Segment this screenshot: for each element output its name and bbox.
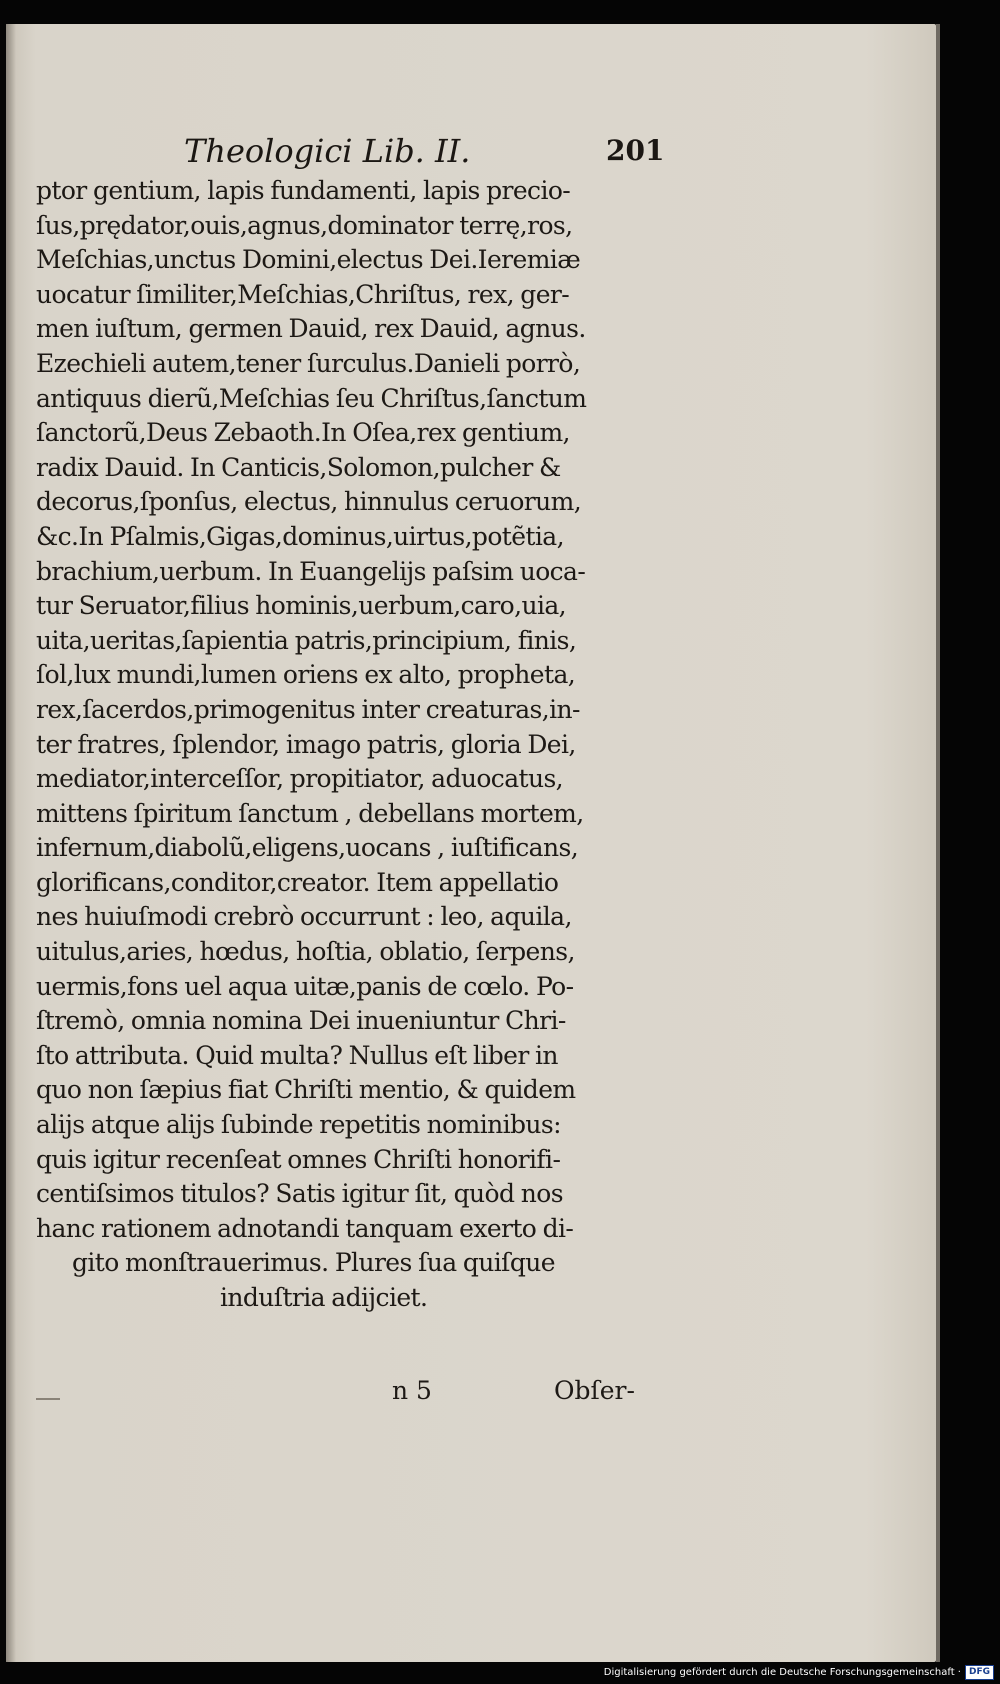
- text-line: tur Seruator,filius hominis,uerbum,caro,uia,: [36, 591, 567, 621]
- text-line: glorificans,conditor,creator. Item appellatio: [36, 867, 559, 897]
- text-line: mittens ſpiritum ſanctum , debellans mortem,: [36, 798, 584, 828]
- digitization-credit: [604, 1664, 994, 1680]
- text-line: induſtria adijciet.: [220, 1283, 428, 1312]
- signature-mark: n 5: [392, 1376, 432, 1405]
- text-line: men iuſtum, germen Dauid, rex Dauid, agnus.: [36, 314, 586, 344]
- text-line: infernum,diabolũ,eligens,uocans , iuſtificans,: [36, 833, 579, 863]
- text-line: quo non ſæpius fiat Chriſti mentio, & quidem: [36, 1075, 576, 1105]
- text-line: mediator,interceſſor, propitiator, aduocatus,: [36, 764, 564, 794]
- text-line: rex,ſacerdos,primogenitus inter creaturas,in-: [36, 694, 580, 724]
- text-line: brachium,uerbum. In Euangelijs paſsim uoca-: [36, 556, 586, 586]
- text-line: gito monſtrauerimus. Plures ſua quiſque: [72, 1248, 555, 1278]
- text-line: uita,ueritas,ſapientia patris,principium, finis,: [36, 625, 577, 655]
- text-line: ſanctorũ,Deus Zebaoth.In Oſea,rex gentium,: [36, 418, 570, 448]
- text-line: ſto attributa. Quid multa? Nullus eſt liber in: [36, 1040, 558, 1070]
- text-line: nes huiuſmodi crebrò occurrunt : leo, aquila,: [36, 902, 572, 932]
- text-line: ſol,lux mundi,lumen oriens ex alto, propheta,: [36, 660, 576, 690]
- running-head: [36, 132, 665, 180]
- text-line: ter fratres, ſplendor, imago patris, gloria Dei,: [36, 729, 576, 759]
- text-line: decorus,ſponſus, electus, hinnulus ceruorum,: [36, 487, 582, 517]
- dfg-logo: DFG: [965, 1665, 994, 1680]
- text-line: radix Dauid. In Canticis,Solomon,pulcher &: [36, 452, 561, 482]
- text-line: ptor gentium, lapis fundamenti, lapis precio-: [36, 176, 571, 205]
- running-head-title: Theologici Lib. II.: [184, 132, 471, 170]
- page-edge: [936, 24, 940, 1662]
- credit-text: Digitalisierung gefördert durch die Deutsche Forschungsgemeinschaft ·: [603, 1666, 961, 1678]
- text-line: Meſchias,unctus Domini,electus Dei.Ieremiæ: [36, 245, 581, 275]
- text-line: alijs atque alijs ſubinde repetitis nominibus:: [36, 1110, 561, 1140]
- text-line: ſus,prędator,ouis,agnus,dominator terrę,ros,: [36, 210, 573, 240]
- text-line: hanc rationem adnotandi tanquam exerto di-: [36, 1213, 574, 1243]
- text-line: Ezechieli autem,tener ſurculus.Danieli porrò,: [36, 348, 581, 378]
- text-line: uocatur ſimiliter,Meſchias,Chriſtus, rex, ger-: [36, 279, 570, 309]
- catchword: Obſer-: [554, 1376, 635, 1405]
- text-line: uitulus,aries, hœdus, hoſtia, oblatio, ſerpens,: [36, 937, 575, 967]
- body-text: [36, 174, 670, 1316]
- text-line: ſtremò, omnia nomina Dei inueniuntur Chri-: [36, 1006, 566, 1036]
- ink-mark: [36, 1398, 60, 1400]
- text-line: uermis,fons uel aqua uitæ,panis de cœlo. Po-: [36, 971, 574, 1001]
- gutter-shadow: [6, 24, 16, 1662]
- page-number: 201: [606, 134, 665, 167]
- text-line: centiſsimos titulos? Satis igitur ſit, quòd nos: [36, 1179, 563, 1209]
- text-line: antiquus dierũ,Meſchias ſeu Chriſtus,ſanctum: [36, 383, 587, 413]
- text-line: quis igitur recenſeat omnes Chriſti honorifi-: [36, 1144, 561, 1174]
- text-line: &c.In Pſalmis,Gigas,dominus,uirtus,potẽtia,: [36, 521, 564, 551]
